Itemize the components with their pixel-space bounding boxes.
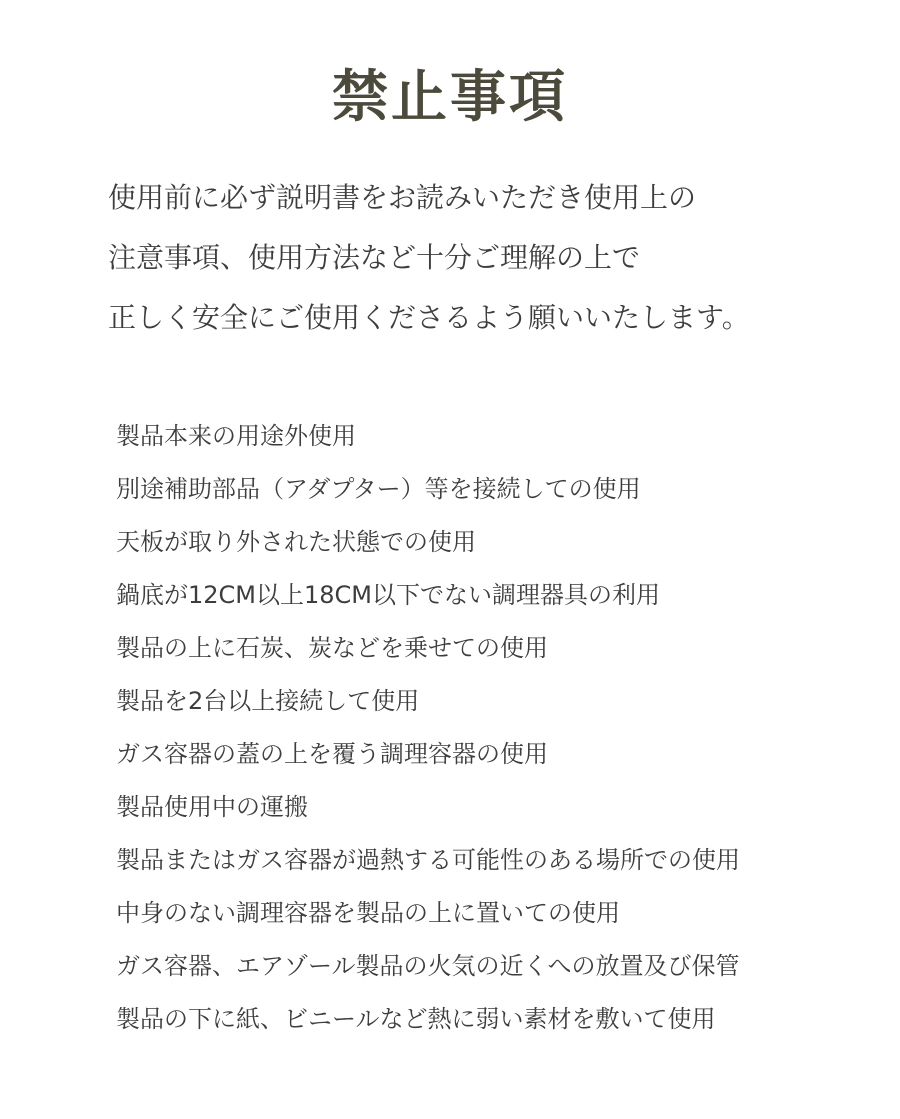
list-item: ガス容器、エアゾール製品の火気の近くへの放置及び保管 (116, 952, 740, 980)
list-item: ガス容器の蓋の上を覆う調理容器の使用 (116, 740, 548, 768)
list-item: 鍋底が12CM以上18CM以下でない調理器具の利用 (116, 581, 661, 609)
intro-text (108, 168, 868, 348)
list-item: 別途補助部品（アダプター）等を接続しての使用 (116, 475, 641, 503)
prohibition-list (116, 410, 876, 1046)
list-item: 製品の下に紙、ビニールなど熱に弱い素材を敷いて使用 (116, 1005, 716, 1033)
list-item: 天板が取り外された状態での使用 (116, 528, 476, 556)
list-item: 製品を2台以上接続して使用 (116, 687, 420, 715)
list-item: 製品本来の用途外使用 (116, 422, 356, 450)
intro-line: 正しく安全にご使用くださるよう願いいたします。 (108, 301, 750, 334)
intro-line: 注意事項、使用方法など十分ご理解の上で (108, 241, 641, 274)
page-title: 禁止事項 (332, 65, 568, 130)
list-item: 製品の上に石炭、炭などを乗せての使用 (116, 634, 548, 662)
list-item: 製品またはガス容器が過熱する可能性のある場所での使用 (116, 846, 740, 874)
list-item: 製品使用中の運搬 (116, 793, 308, 821)
intro-line: 使用前に必ず説明書をお読みいただき使用上の (108, 181, 697, 214)
list-item: 中身のない調理容器を製品の上に置いての使用 (116, 899, 620, 927)
